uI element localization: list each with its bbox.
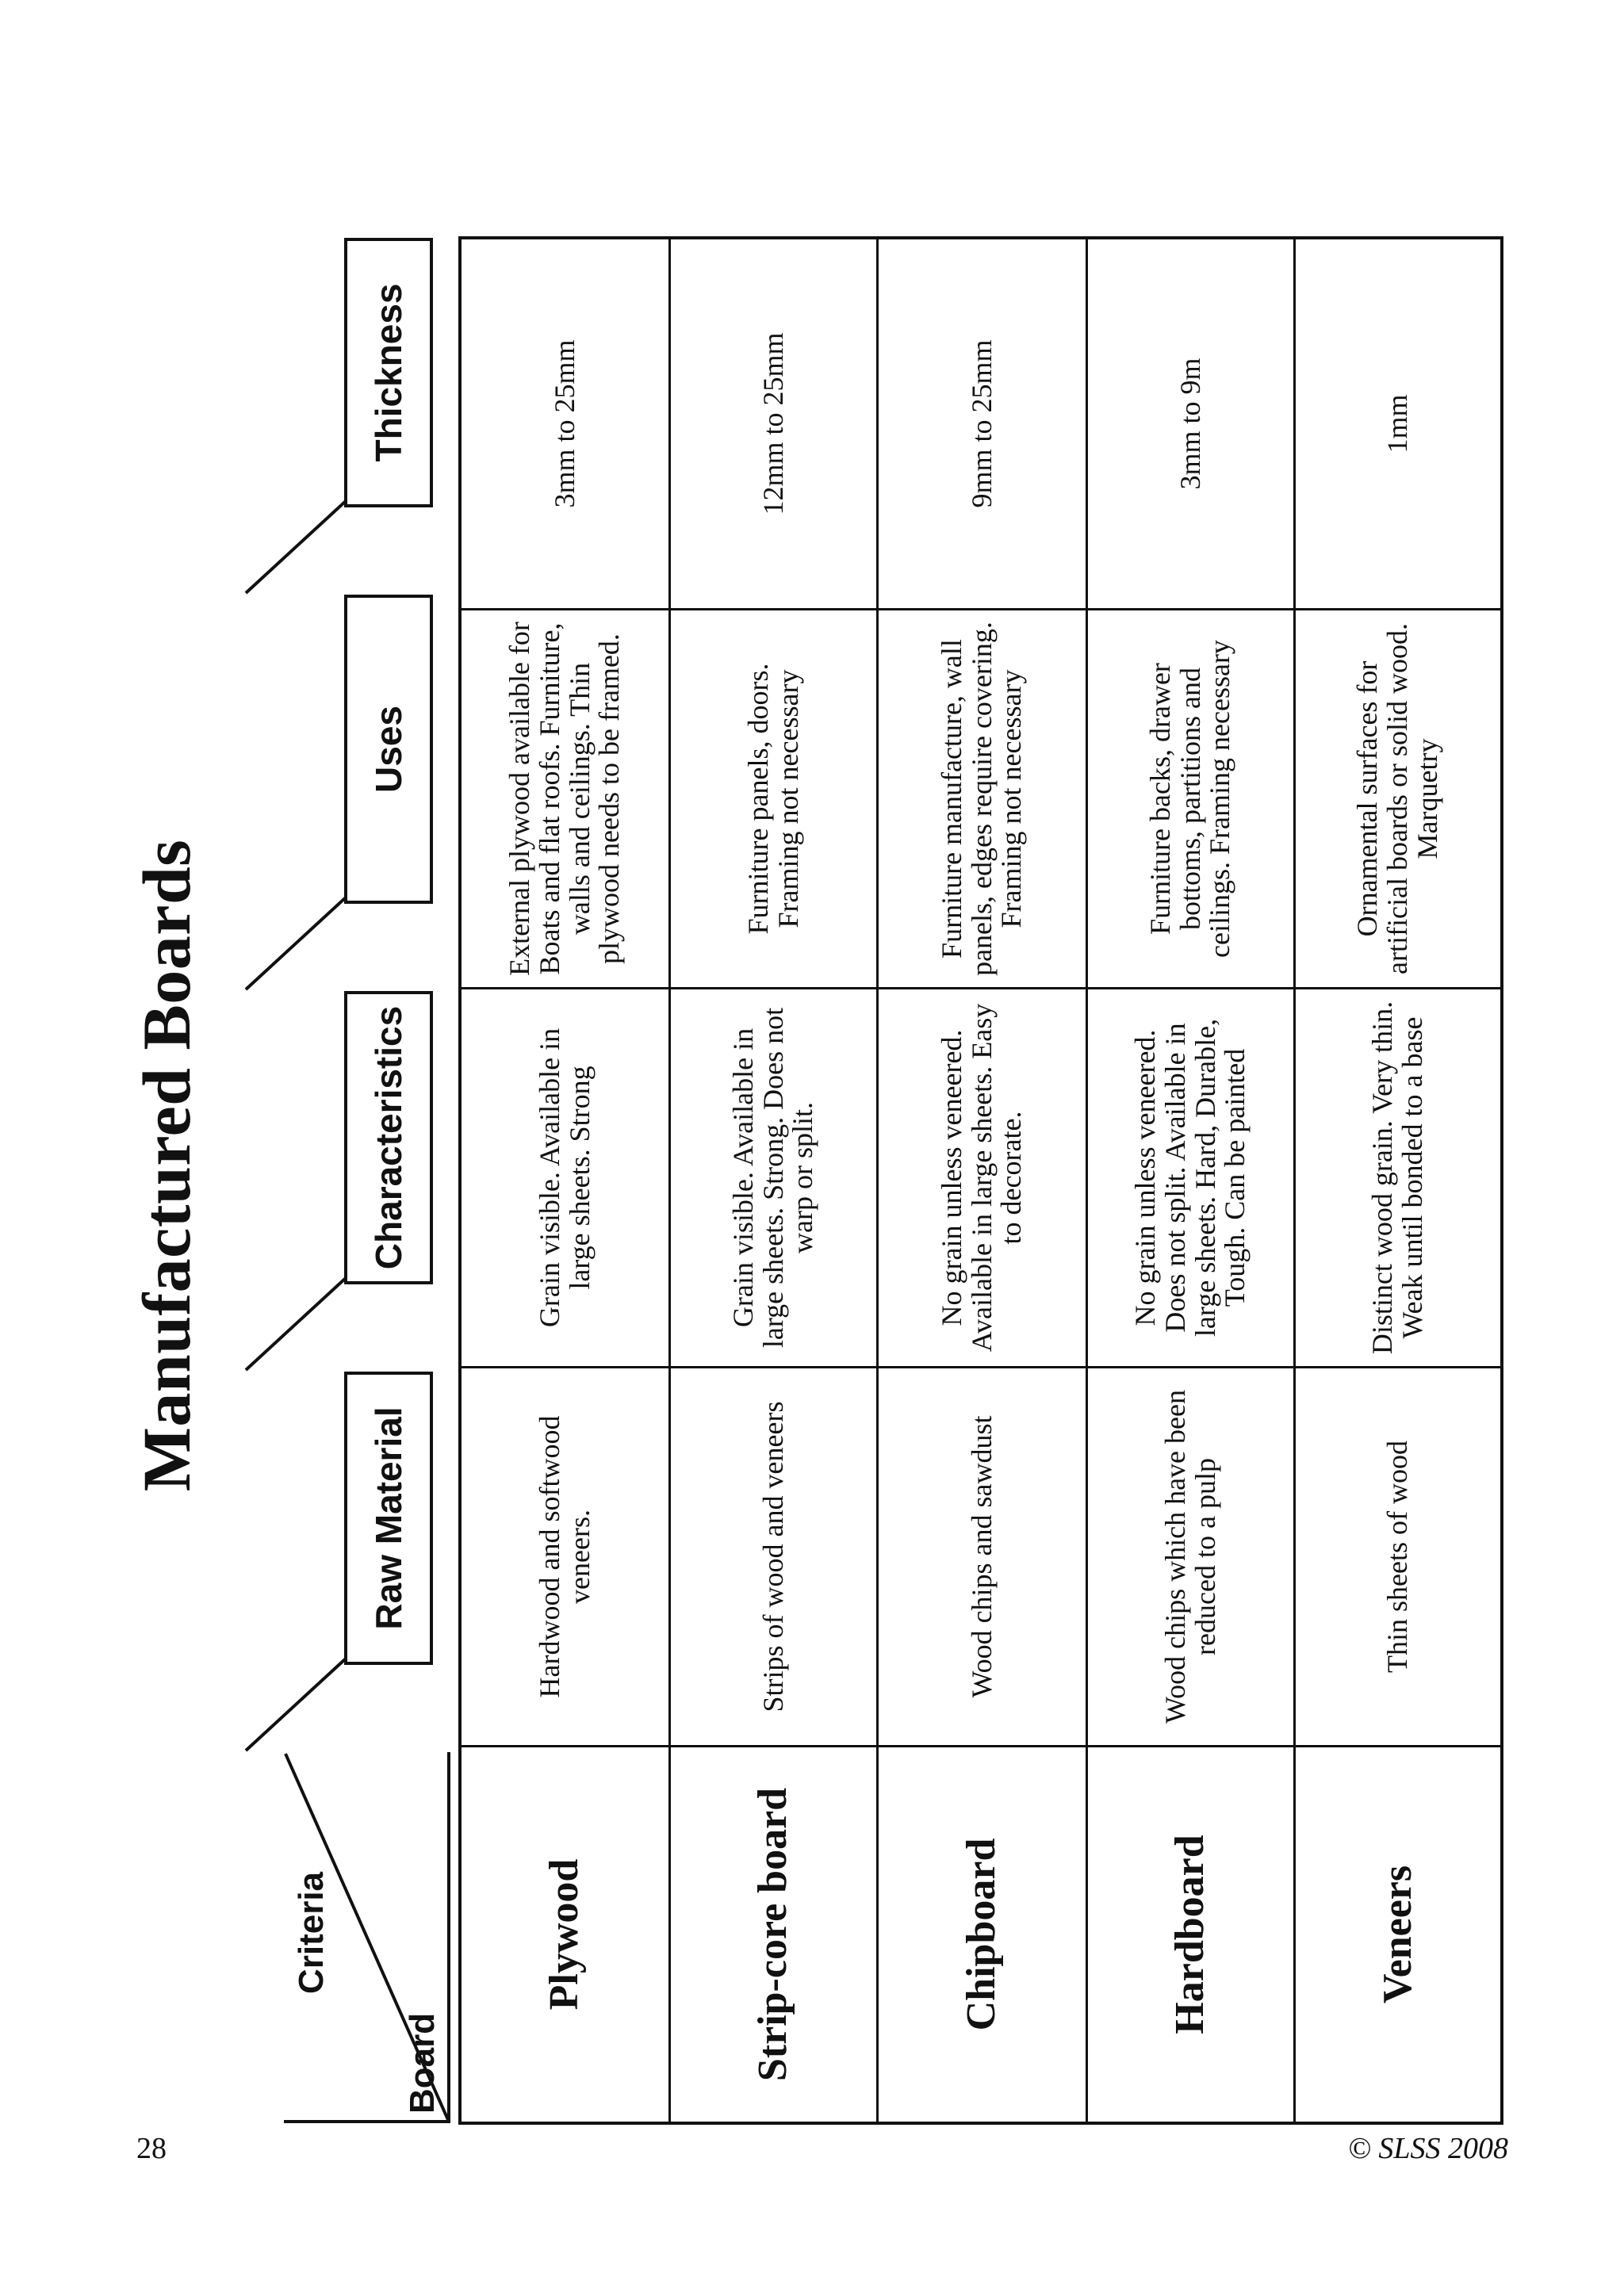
header-slant-line [244, 1657, 347, 1752]
uses-cell: Furniture panels, doors. Framing not necessary [671, 608, 876, 987]
raw-material-cell: Thin sheets of wood [1296, 1366, 1500, 1745]
characteristics-cell: No grain unless veneered. Does not split. Available in large sheets. Hard, Durable, Tough. Can be painted [1088, 987, 1293, 1366]
uses-cell: External plywood available for Boats and flat roofs. Furniture, walls and ceilings. Thin plywood needs to be framed. [462, 608, 668, 987]
manufactured-boards-table-sheet [127, 206, 1522, 2125]
characteristics-cell: Distinct wood grain. Very thin. Weak until bonded to a base [1296, 987, 1500, 1366]
board-name-cell: Veneers [1296, 1745, 1500, 2122]
table-row [879, 239, 1088, 2122]
characteristics-cell: No grain unless veneered. Available in large sheets. Easy to decorate. [879, 987, 1086, 1366]
characteristics-cell: Grain visible. Available in large sheets. Strong. Does not warp or split. [671, 987, 876, 1366]
raw-material-cell: Strips of wood and veneers [671, 1366, 876, 1745]
table-row [462, 239, 671, 2122]
header-slant-line [244, 896, 347, 991]
board-name-cell: Strip-core board [671, 1745, 876, 2122]
table-row [1088, 239, 1296, 2122]
corner-criteria-label: Criteria [292, 1871, 331, 1995]
table-row [1296, 239, 1500, 2122]
corner-header-cell [284, 1752, 450, 2123]
uses-cell: Furniture backs, drawer bottoms, partitions and ceilings. Framing necessary [1088, 608, 1293, 987]
thickness-cell: 1mm [1381, 394, 1414, 453]
column-header-characteristics: Characteristics [344, 991, 433, 1284]
thickness-cell: 3mm to 9m [1174, 358, 1206, 490]
copyright-notice: © SLSS 2008 [1347, 2132, 1508, 2165]
characteristics-cell: Grain visible. Available in large sheets. Strong [462, 987, 668, 1366]
raw-material-cell: Hardwood and softwood veneers. [462, 1366, 668, 1745]
uses-cell: Furniture manufacture, wall panels, edges require covering. Framing not necessary [879, 608, 1086, 987]
board-name-cell: Chipboard [879, 1745, 1086, 2122]
thickness-cell: 9mm to 25mm [965, 339, 998, 508]
table-header [213, 206, 458, 2125]
corner-board-label: Board [403, 2012, 442, 2114]
table-row [671, 239, 879, 2122]
raw-material-cell: Wood chips which have been reduced to a pulp [1088, 1366, 1293, 1745]
raw-material-cell: Wood chips and sawdust [879, 1366, 1086, 1745]
page-number: 28 [136, 2132, 167, 2165]
board-name-cell: Plywood [462, 1745, 668, 2122]
thickness-cell: 3mm to 25mm [548, 339, 580, 508]
header-slant-line [244, 1276, 347, 1372]
column-header-uses: Uses [344, 595, 433, 904]
thickness-cell: 12mm to 25mm [756, 332, 789, 515]
header-slant-line [244, 499, 347, 595]
boards-table [458, 236, 1503, 2125]
page-title: Manufactured Boards [128, 839, 205, 1492]
board-name-cell: Hardboard [1088, 1745, 1293, 2122]
uses-cell: Ornamental surfaces for artificial boards or solid wood. Marquetry [1296, 608, 1500, 987]
column-header-thickness: Thickness [344, 238, 433, 507]
column-header-raw-material: Raw Material [344, 1372, 433, 1665]
